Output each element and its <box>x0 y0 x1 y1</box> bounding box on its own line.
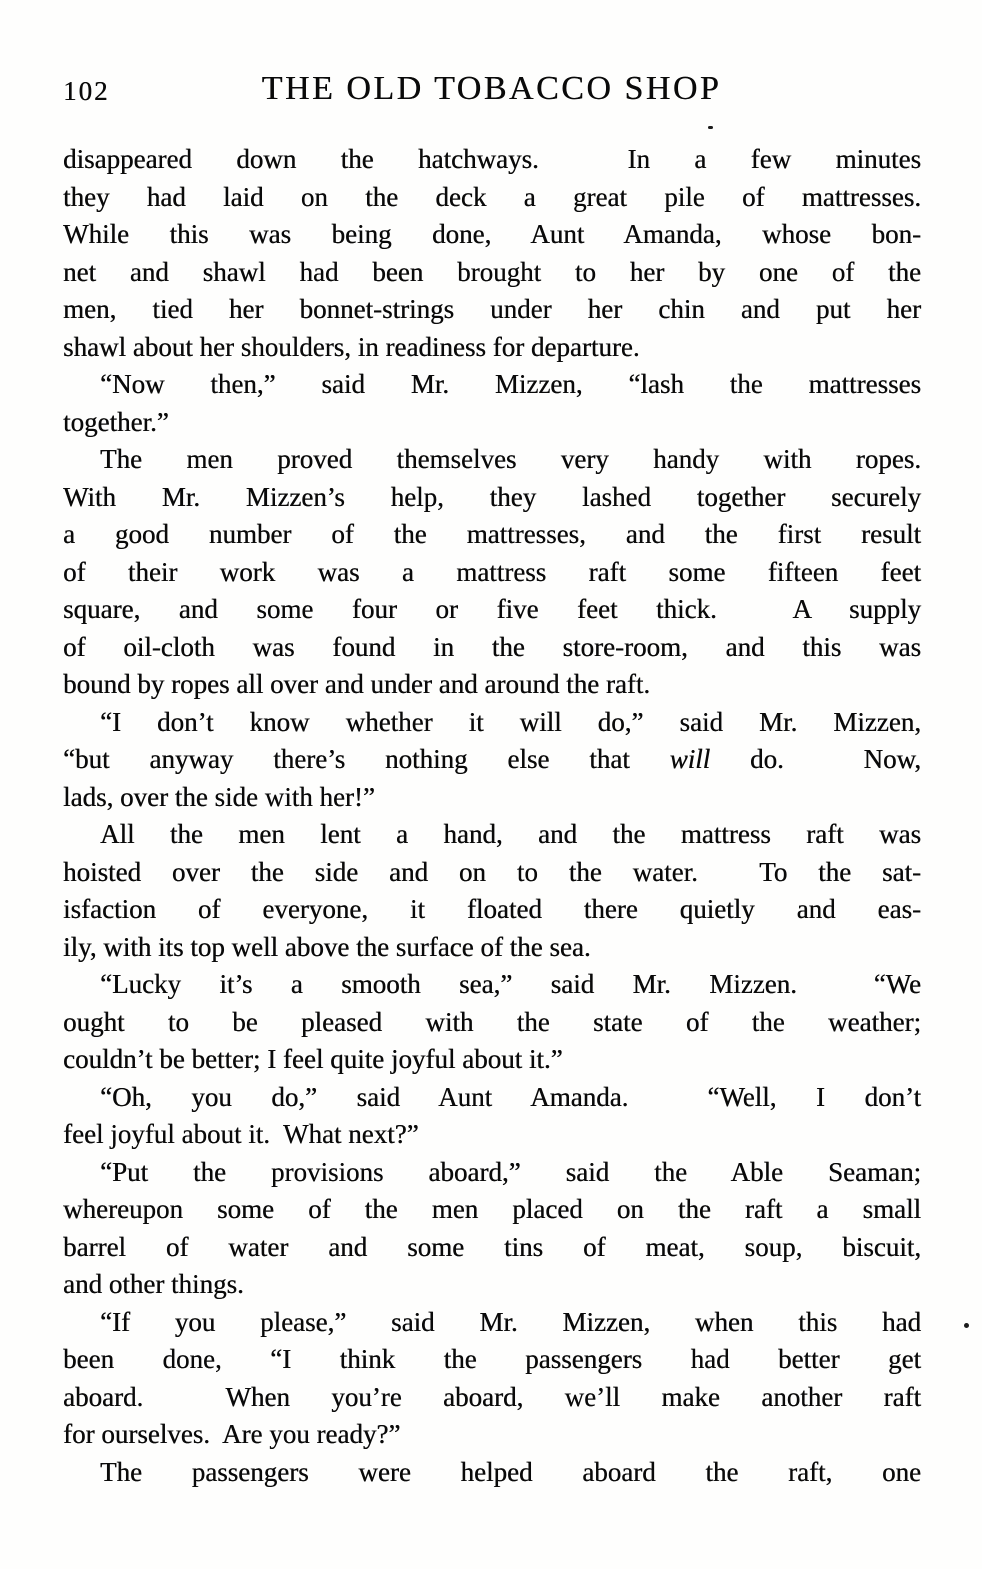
text-line: The men proved themselves very handy with ropes. <box>100 444 921 474</box>
paragraph <box>63 816 921 966</box>
page-title: THE OLD TOBACCO SHOP <box>261 70 722 107</box>
paragraph <box>63 1454 921 1492</box>
text-line: men, tied her bonnet-strings under her chin and put her <box>63 294 921 324</box>
scan-artifact-dot <box>964 1323 969 1328</box>
scan-artifact-dot <box>708 126 713 129</box>
page-body <box>63 141 921 1491</box>
text-line: together.” <box>63 406 169 437</box>
paragraph <box>63 1304 921 1454</box>
paragraph <box>63 441 921 704</box>
text-line: a good number of the mattresses, and the first result <box>63 519 921 549</box>
text-line: bound by ropes all over and under and around the raft. <box>63 669 651 699</box>
text-line: isfaction of everyone, it floated there quietly and eas- <box>63 894 921 924</box>
paragraph <box>63 1154 921 1304</box>
text-line: “Now then,” said Mr. Mizzen, “lash the mattresses <box>100 369 921 399</box>
text-line: With Mr. Mizzen’s help, they lashed together securely <box>63 481 921 512</box>
text-line: While this was being done, Aunt Amanda, whose bon- <box>63 219 921 249</box>
paragraph <box>63 366 921 441</box>
text-line: square, and some four or five feet thick. A supply <box>63 594 921 624</box>
page-header <box>63 66 920 112</box>
text-line: The passengers were helped aboard the raft, one <box>100 1456 921 1487</box>
text-line: for ourselves. Are you ready?” <box>63 1419 401 1449</box>
text-line: “but anyway there’s nothing else that will do. Now, <box>63 744 921 774</box>
text-line: of their work was a mattress raft some fifteen feet <box>63 556 921 587</box>
text-line: lads, over the side with her!” <box>63 781 375 812</box>
text-line: “Put the provisions aboard,” said the Able Seaman; <box>100 1156 921 1187</box>
text-line: they had laid on the deck a great pile of mattresses. <box>63 181 921 212</box>
paragraph <box>63 704 921 817</box>
text-line: shawl about her shoulders, in readiness for departure. <box>63 331 640 362</box>
paragraph <box>63 1079 921 1154</box>
text-line: “I don’t know whether it will do,” said Mr. Mizzen, <box>100 706 921 737</box>
paragraph <box>63 141 921 366</box>
paragraph <box>63 966 921 1079</box>
text-line: net and shawl had been brought to her by one of the <box>63 256 921 287</box>
text-line: whereupon some of the men placed on the raft a small <box>63 1194 921 1224</box>
text-line: disappeared down the hatchways. In a few minutes <box>63 144 921 174</box>
text-line: been done, “I think the passengers had better get <box>63 1344 921 1374</box>
text-line: of oil-cloth was found in the store-room, and this was <box>63 631 921 662</box>
text-line: ought to be pleased with the state of the weather; <box>63 1006 921 1037</box>
text-line: All the men lent a hand, and the mattress raft was <box>100 819 921 849</box>
text-line: couldn’t be better; I feel quite joyful about it.” <box>63 1044 563 1074</box>
text-line: hoisted over the side and on to the water. To the sat- <box>63 856 921 887</box>
text-line: feel joyful about it. What next?” <box>63 1119 419 1149</box>
page-number: 102 <box>63 76 110 106</box>
text-line: “Lucky it’s a smooth sea,” said Mr. Mizzen. “We <box>100 969 921 999</box>
text-line: ily, with its top well above the surface of the sea. <box>63 931 591 962</box>
text-line: “Oh, you do,” said Aunt Amanda. “Well, I don’t <box>100 1081 921 1112</box>
text-line: aboard. When you’re aboard, we’ll make another raft <box>63 1381 921 1412</box>
text-line: and other things. <box>63 1269 244 1299</box>
text-line: “If you please,” said Mr. Mizzen, when this had <box>100 1306 921 1337</box>
text-line: barrel of water and some tins of meat, soup, biscuit, <box>63 1231 921 1262</box>
